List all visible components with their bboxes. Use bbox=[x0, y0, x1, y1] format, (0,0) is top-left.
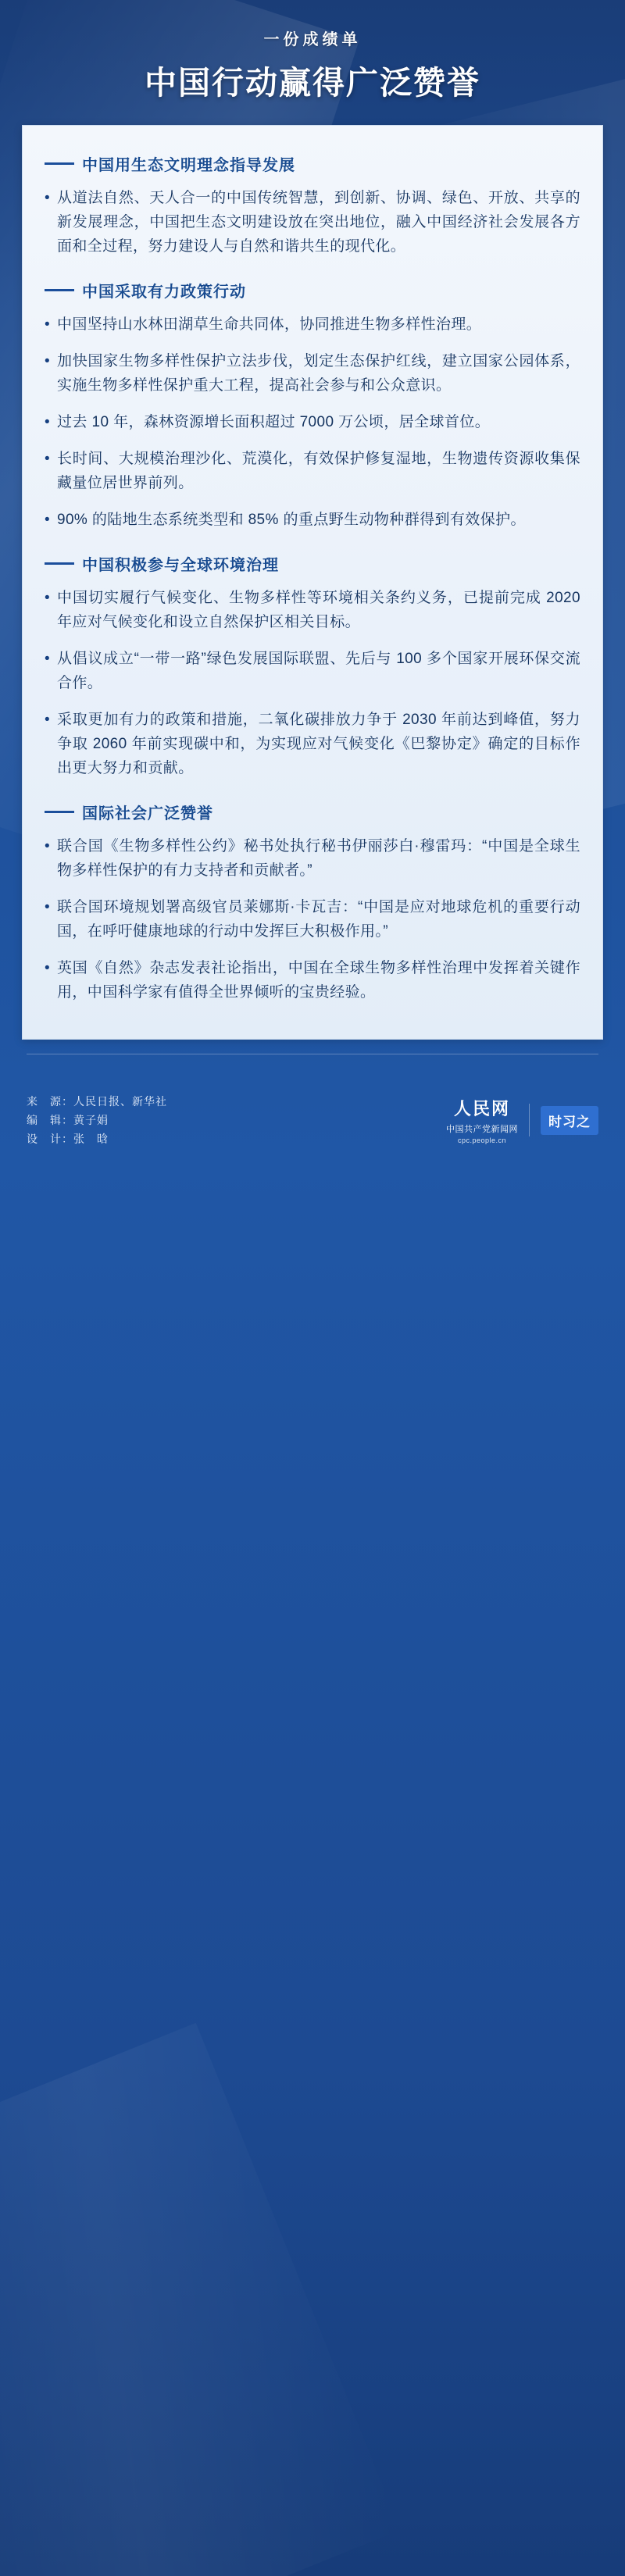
credit-source: 来 源：人民日报、新华社 bbox=[27, 1095, 167, 1108]
section-title: 国际社会广泛赞誉 bbox=[82, 805, 213, 822]
section-heading bbox=[45, 552, 580, 575]
list-item-text: 从道法自然、天人合一的中国传统智慧，到创新、协调、绿色、开放、共享的新发展理念，中国把生态文明建设放在突出地位，融入中国经济社会发展各方面和全过程，努力建设人与自然和谐共生的现代化。 bbox=[57, 190, 580, 255]
list-item bbox=[45, 410, 580, 434]
section-3 bbox=[45, 552, 580, 780]
section-title: 中国用生态文明理念指导发展 bbox=[82, 157, 295, 174]
status-badge: 时习之 bbox=[541, 1106, 598, 1135]
bullet-dot-icon: • bbox=[45, 899, 50, 915]
section-2 bbox=[45, 279, 580, 532]
list-item-text: 采取更加有力的政策和措施，二氧化碳排放力争于 2030 年前达到峰值，努力争取 2060 年前实现碳中和，为实现应对气候变化《巴黎协定》确定的目标作出更大努力和贡献。 bbox=[57, 712, 580, 776]
list-item bbox=[45, 834, 580, 883]
list-item bbox=[45, 349, 580, 398]
brand-people-cn bbox=[446, 1096, 518, 1144]
bullet-dot-icon: • bbox=[45, 590, 50, 606]
brand-subtitle: 中国共产党新闻网 bbox=[446, 1125, 518, 1134]
page-title: 中国行动赢得广泛赞誉 bbox=[145, 65, 480, 101]
brand-divider bbox=[529, 1104, 530, 1136]
list-item-text: 从倡议成立“一带一路”绿色发展国际联盟、先后与 100 多个国家开展环保交流合作。 bbox=[57, 651, 580, 691]
list-item-text: 加快国家生物多样性保护立法步伐，划定生态保护红线，建立国家公园体系，实施生物多样性保护重大工程，提高社会参与和公众意识。 bbox=[57, 353, 580, 394]
section-1 bbox=[45, 152, 580, 259]
section-heading bbox=[45, 152, 580, 175]
list-item-text: 90% 的陆地生态系统类型和 85% 的重点野生动物种群得到有效保护。 bbox=[57, 512, 526, 528]
bullet-dot-icon: • bbox=[45, 190, 50, 206]
list-item bbox=[45, 956, 580, 1004]
content-card bbox=[22, 125, 603, 1040]
list-item bbox=[45, 508, 580, 532]
brand-url: cpc.people.cn bbox=[457, 1136, 507, 1144]
bullet-dot-icon: • bbox=[45, 414, 50, 430]
bullet-dot-icon: • bbox=[45, 651, 50, 667]
list-item bbox=[45, 312, 580, 337]
poster-header bbox=[0, 0, 625, 117]
list-item bbox=[45, 895, 580, 944]
section-title: 中国积极参与全球环境治理 bbox=[82, 557, 279, 574]
list-item-text: 联合国环境规划署高级官员莱娜斯·卡瓦吉：“中国是应对地球危机的重要行动国，在呼吁健康地球的行动中发挥巨大积极作用。” bbox=[57, 899, 580, 940]
credit-designer: 设 计：张 晗 bbox=[27, 1133, 109, 1145]
heading-rule-icon bbox=[45, 162, 74, 165]
list-item bbox=[45, 708, 580, 780]
bullet-dot-icon: • bbox=[45, 838, 50, 855]
brand-name: 人民网 bbox=[453, 1099, 510, 1119]
list-item bbox=[45, 647, 580, 695]
list-item-text: 长时间、大规模治理沙化、荒漠化，有效保护修复湿地，生物遗传资源收集保藏量位居世界前列。 bbox=[57, 451, 580, 491]
brand-block bbox=[446, 1096, 598, 1144]
list-item bbox=[45, 447, 580, 495]
list-item-text: 过去 10 年，森林资源增长面积超过 7000 万公顷，居全球首位。 bbox=[57, 414, 491, 430]
section-heading bbox=[45, 801, 580, 823]
list-item-text: 中国切实履行气候变化、生物多样性等环境相关条约义务，已提前完成 2020 年应对气候变化和设立自然保护区相关目标。 bbox=[57, 590, 580, 630]
bullet-dot-icon: • bbox=[45, 712, 50, 728]
heading-rule-icon bbox=[45, 562, 74, 565]
list-item bbox=[45, 586, 580, 634]
heading-rule-icon bbox=[45, 811, 74, 813]
credits-block bbox=[27, 1092, 167, 1148]
credit-editor: 编 辑：黄子娟 bbox=[27, 1114, 109, 1126]
list-item-text: 英国《自然》杂志发表社论指出，中国在全球生物多样性治理中发挥着关键作用，中国科学家有值得全世界倾听的宝贵经验。 bbox=[57, 960, 580, 1001]
bullet-dot-icon: • bbox=[45, 451, 50, 467]
kicker-text: 一份成绩单 bbox=[263, 31, 362, 48]
list-item-text: 中国坚持山水林田湖草生命共同体，协同推进生物多样性治理。 bbox=[57, 316, 482, 333]
bullet-dot-icon: • bbox=[45, 353, 50, 369]
background-streak-icon bbox=[0, 2023, 401, 2576]
list-item bbox=[45, 186, 580, 259]
heading-rule-icon bbox=[45, 289, 74, 291]
bullet-dot-icon: • bbox=[45, 960, 50, 976]
bullet-dot-icon: • bbox=[45, 316, 50, 333]
section-title: 中国采取有力政策行动 bbox=[82, 284, 246, 301]
poster-footer bbox=[0, 1075, 625, 1168]
section-heading bbox=[45, 279, 580, 301]
section-4 bbox=[45, 801, 580, 1004]
list-item-text: 联合国《生物多样性公约》秘书处执行秘书伊丽莎白·穆雷玛：“中国是全球生物多样性保护的有力支持者和贡献者。” bbox=[57, 838, 580, 879]
bullet-dot-icon: • bbox=[45, 512, 50, 528]
